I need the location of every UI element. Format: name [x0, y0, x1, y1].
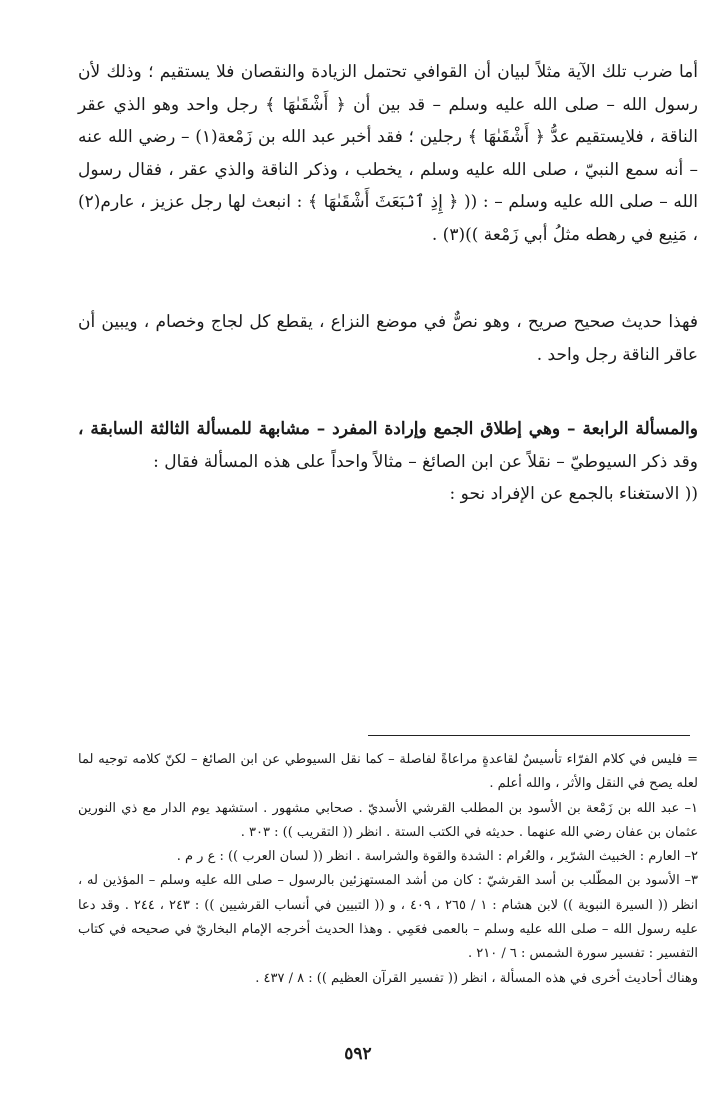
- section-heading: والمسألة الرابعة – وهي إطلاق الجمع وإرادة المفرد – مشابهة للمسألة الثالثة السابقة ،: [78, 419, 698, 439]
- paragraph-3: [78, 413, 698, 478]
- paragraph-1: أما ضرب تلك الآية مثلاً لبيان أن القوافي تحتمل الزيادة والنقصان فلا يستقيم ؛ وذلك لأن رسول الله – صلى الله عليه وسلم – قد بين أن ﴿ أَشْقَىٰهَا ﴾ رجل واحد وهو الذي عقر الناقة ، فلايستقيم عدُّ ﴿ أَشْقَىٰهَا ﴾ رجلين ؛ فقد أخبر عبد الله بن زَمْعة(١) – رضي الله عنه – أنه سمع النبيّ ، صلى الله عليه وسلم ، يخطب ، وذكر الناقة والذي عقر ، فقال رسول الله – صلى الله عليه وسلم – : (( ﴿ إِذِ ٱنۢبَعَثَ أَشْقَىٰهَا ﴾ : انبعث لها رجل عزيز ، عارم(٢) ، مَنِيع في رهطه مثلُ أبي زَمْعة ))(٣) .: [78, 62, 698, 245]
- main-text: [78, 56, 698, 511]
- footnote-3: ٣– الأسود بن المطّلب بن أسد القرشيّ : كان من أشد المستهزئين بالرسول – صلى الله عليه وسلم – المؤذين له ، انظر (( السيرة النبوية )) لابن هشام : ١ / ٢٦٥ ، ٤٠٩ ، و (( التبيين في أنساب القرشيين )) : ٢٤٣ ، ٢٤٤ . وقد دعا عليه رسول الله – صلى الله عليه وسلم – بالعمى فعَمِي . وهذا الحديث أخرجه الإمام البخاريّ في صحيحه في كتاب التفسير : تفسير سورة الشمس : ٦ / ٢١٠ .: [78, 873, 698, 962]
- footnote-continuation: = فليس في كلام الفرّاء تأسيسٌ لقاعدةٍ مراعاةً لفاصلة – كما نقل السيوطي عن ابن الصائغ – لكنّ كلامه توجيه لما لعله يصح في النقل والأثر ، والله أعلم .: [78, 752, 698, 792]
- footnote-separator: [368, 735, 690, 736]
- paragraph-4: (( الاستغناء بالجمع عن الإفراد نحو :: [449, 484, 698, 504]
- page-number: ٥٩٢: [344, 1044, 372, 1064]
- footnote-2: ٢– العارم : الخبيث الشرّير ، والعُرام : الشدة والقوة والشراسة . انظر (( لسان العرب )) : ع ر م .: [176, 849, 698, 865]
- footnote-1: ١– عبد الله بن زَمْعة بن الأسود بن المطلب القرشي الأسديّ . صحابي مشهور . استشهد يوم الدار مع ذي النورين عثمان بن عفان رضي الله عنهما . حديثه في الكتب الستة . انظر (( التقريب )) : ٣٠٣ .: [78, 800, 698, 840]
- footnotes: [78, 748, 698, 991]
- paragraph-3-text: وقد ذكر السيوطيّ – نقلاً عن ابن الصائغ – مثالاً واحداً على هذه المسألة فقال :: [153, 451, 698, 472]
- paragraph-2: فهذا حديث صحيح صريح ، وهو نصٌّ في موضع النزاع ، يقطع كل لجاج وخصام ، ويبين أن عاقر الناقة رجل واحد .: [78, 312, 698, 365]
- footnote-extra: وهناك أحاديث أخرى في هذه المسألة ، انظر (( تفسير القرآن العظيم )) : ٨ / ٤٣٧ .: [255, 970, 698, 986]
